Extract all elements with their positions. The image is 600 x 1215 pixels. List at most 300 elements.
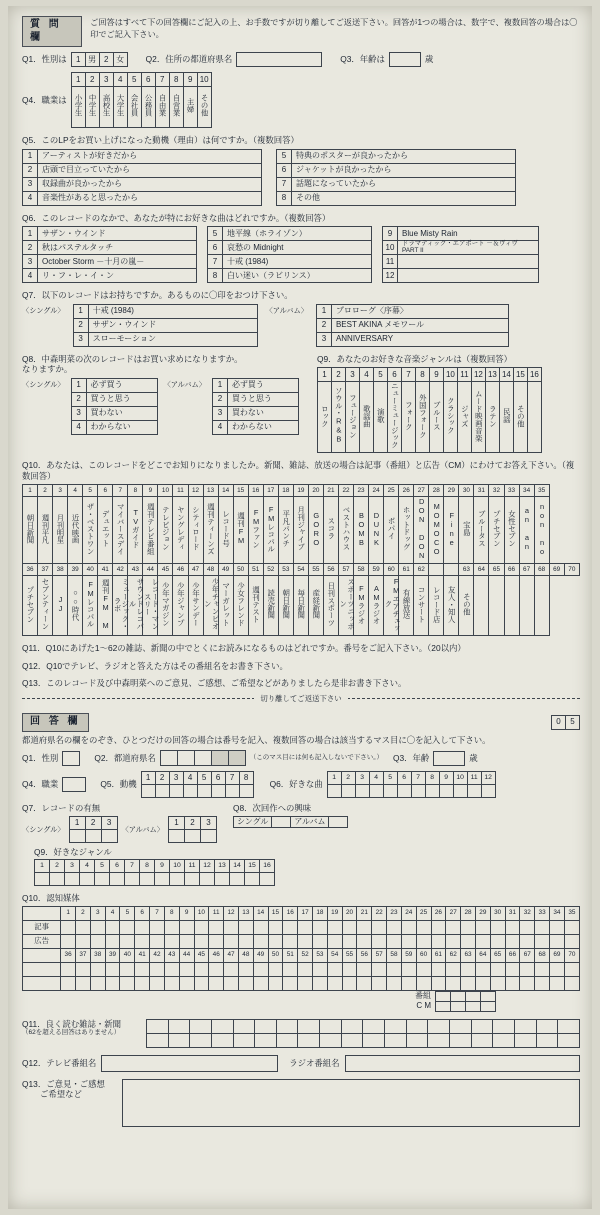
answer-q11-cell[interactable] <box>493 1019 515 1033</box>
answer-q10-num[interactable]: 69 <box>550 948 565 962</box>
q4-num[interactable]: 10 <box>197 73 211 87</box>
answer-q10-ad-cell[interactable] <box>446 976 461 990</box>
q10-media-num[interactable]: 12 <box>188 485 203 497</box>
q9-num[interactable]: 9 <box>429 368 443 382</box>
answer-q10-ad-cell[interactable] <box>150 976 165 990</box>
answer-q10-ad-cell[interactable] <box>357 934 372 948</box>
answer-q5-num[interactable]: 2 <box>155 772 169 785</box>
q10-media-num[interactable]: 33 <box>504 485 519 497</box>
answer-q11-cell[interactable] <box>320 1019 342 1033</box>
answer-q5-num[interactable]: 7 <box>225 772 239 785</box>
q7-opt-label[interactable]: ANNIVERSARY <box>331 332 508 346</box>
q10-media-num[interactable]: 65 <box>489 564 504 576</box>
answer-q10-ad-cell[interactable] <box>164 934 179 948</box>
answer-q11-cell[interactable] <box>168 1019 190 1033</box>
answer-q10-ad-cell[interactable] <box>283 934 298 948</box>
q10-media-item[interactable] <box>98 497 113 564</box>
answer-q10-ad-cell[interactable] <box>401 934 416 948</box>
answer-q6-num[interactable]: 7 <box>411 772 425 785</box>
q10-media-num[interactable]: 43 <box>128 564 143 576</box>
answer-q11-cell[interactable] <box>471 1019 493 1033</box>
q4-num[interactable]: 9 <box>183 73 197 87</box>
q10-media-item[interactable] <box>248 497 263 564</box>
answer-q10-cm-cell[interactable] <box>436 1001 451 1011</box>
answer-q10-cm-cell[interactable] <box>466 1001 481 1011</box>
answer-q10-article-cell[interactable] <box>224 962 239 976</box>
answer-q10-grid[interactable] <box>22 906 580 991</box>
answer-q10-cm-cell[interactable] <box>451 1001 466 1011</box>
answer-q10-article-cell[interactable] <box>164 920 179 934</box>
q10-media-item[interactable] <box>444 497 459 564</box>
answer-q10-num[interactable]: 55 <box>342 948 357 962</box>
answer-q11-cell[interactable] <box>255 1033 277 1047</box>
answer-q10-article-cell[interactable] <box>209 962 224 976</box>
answer-q12-tv-input[interactable] <box>101 1055 278 1072</box>
answer-q10-article-cell[interactable] <box>238 920 253 934</box>
q6-opt-label[interactable]: October Storm －十月の嵐－ <box>38 255 197 269</box>
q9-num[interactable]: 7 <box>401 368 415 382</box>
q6-opt-label[interactable]: サザン・ウインド <box>38 227 197 241</box>
answer-q11-cell[interactable] <box>276 1033 298 1047</box>
answer-q10-num[interactable]: 15 <box>268 906 283 920</box>
answer-q10-num[interactable]: 48 <box>238 948 253 962</box>
answer-q11-cell[interactable] <box>320 1033 342 1047</box>
q9-num[interactable]: 8 <box>415 368 429 382</box>
q10-media-num[interactable]: 60 <box>384 564 399 576</box>
answer-q10-num[interactable]: 52 <box>298 948 313 962</box>
answer-q10-num[interactable]: 35 <box>564 906 579 920</box>
q1-opt-num[interactable]: 2 <box>99 53 113 67</box>
answer-q10-ad-cell[interactable] <box>268 934 283 948</box>
answer-q10-num[interactable]: 20 <box>342 906 357 920</box>
answer-q10-num[interactable]: 32 <box>520 906 535 920</box>
q6-opt-label[interactable]: 地平線（ホライゾン） <box>223 227 372 241</box>
answer-q2-cell[interactable] <box>194 751 211 766</box>
answer-q10-article-cell[interactable] <box>505 962 520 976</box>
answer-q11-cell[interactable] <box>385 1019 407 1033</box>
q10-media-num[interactable]: 8 <box>128 485 143 497</box>
answer-q9-num[interactable]: 9 <box>155 860 170 873</box>
q10-media-num[interactable]: 3 <box>53 485 68 497</box>
answer-q11-grid[interactable] <box>146 1019 580 1048</box>
q5-opt-num[interactable]: 5 <box>277 149 292 163</box>
answer-q10-ad-cell[interactable] <box>164 976 179 990</box>
q9-num[interactable]: 4 <box>359 368 373 382</box>
answer-q10-num[interactable]: 44 <box>179 948 194 962</box>
q7-opt-label[interactable]: 十戒 (1984) <box>88 304 257 318</box>
q10-media-num[interactable]: 57 <box>338 564 353 576</box>
answer-q5-cell[interactable] <box>225 785 239 798</box>
answer-q10-ad-cell[interactable] <box>120 934 135 948</box>
answer-q10-ad-cell[interactable] <box>90 976 105 990</box>
q5-opt-label[interactable]: その他 <box>292 191 516 205</box>
answer-q10-num[interactable]: 43 <box>164 948 179 962</box>
answer-q9-cell[interactable] <box>140 873 155 886</box>
answer-q10-ad-cell[interactable] <box>535 934 550 948</box>
answer-q12-radio-input[interactable] <box>345 1055 580 1072</box>
answer-q11-cell[interactable] <box>233 1033 255 1047</box>
answer-q10-cm-cell[interactable] <box>481 1001 496 1011</box>
answer-q10-ad-cell[interactable] <box>372 934 387 948</box>
q6-opt-label[interactable]: 白い迷い（ラビリンス） <box>223 269 372 283</box>
q10-media-num[interactable]: 7 <box>113 485 128 497</box>
answer-q10-article-cell[interactable] <box>550 920 565 934</box>
answer-q10-article-cell[interactable] <box>431 920 446 934</box>
q10-media-item[interactable] <box>143 576 158 636</box>
answer-q9-num[interactable]: 3 <box>65 860 80 873</box>
q10-media-num[interactable]: 2 <box>38 485 53 497</box>
answer-q7-single-cell[interactable] <box>69 829 85 842</box>
q5-opt-num[interactable]: 6 <box>277 163 292 177</box>
answer-q1-input[interactable] <box>62 751 80 766</box>
q6-opt-num[interactable]: 12 <box>383 269 398 283</box>
q10-media-num[interactable]: 17 <box>263 485 278 497</box>
q7-opt-num[interactable]: 1 <box>316 304 331 318</box>
q10-media-num[interactable]: 32 <box>489 485 504 497</box>
answer-q10-article-cell[interactable] <box>90 962 105 976</box>
answer-q10-ad-cell[interactable] <box>313 934 328 948</box>
answer-q11-cell[interactable] <box>147 1019 169 1033</box>
answer-q10-num[interactable]: 9 <box>179 906 194 920</box>
answer-q9-num[interactable]: 2 <box>50 860 65 873</box>
answer-q6-cell[interactable] <box>481 785 495 798</box>
answer-q5-cell[interactable] <box>239 785 253 798</box>
q10-media-item[interactable] <box>38 497 53 564</box>
q10-media-item[interactable] <box>83 497 98 564</box>
answer-q7-album-cell[interactable] <box>184 829 200 842</box>
q9-num[interactable]: 13 <box>485 368 499 382</box>
answer-q11-cell[interactable] <box>276 1019 298 1033</box>
answer-q10-article-cell[interactable] <box>446 962 461 976</box>
answer-q10-num[interactable]: 68 <box>535 948 550 962</box>
q5-opt-num[interactable]: 3 <box>23 177 38 191</box>
answer-q7-single-grid[interactable] <box>69 816 118 843</box>
q7-opt-num[interactable]: 3 <box>316 332 331 346</box>
answer-q7-single-num[interactable]: 3 <box>101 816 117 829</box>
q4-num[interactable]: 5 <box>127 73 141 87</box>
answer-q11-cell[interactable] <box>536 1019 558 1033</box>
q8-opt-num[interactable]: 4 <box>71 420 86 434</box>
q10-media-item[interactable] <box>308 576 323 636</box>
answer-q6-num[interactable]: 10 <box>453 772 467 785</box>
answer-q10-num[interactable]: 59 <box>401 948 416 962</box>
answer-q10-ad-cell[interactable] <box>475 934 490 948</box>
q8-opt-label[interactable]: 買わない <box>227 406 298 420</box>
answer-q10-num[interactable]: 5 <box>120 906 135 920</box>
q10-media-item[interactable] <box>444 576 459 636</box>
answer-q9-cell[interactable] <box>260 873 275 886</box>
q4-table[interactable] <box>71 72 212 128</box>
q10-media-item[interactable] <box>233 576 248 636</box>
answer-q10-ad-cell[interactable] <box>135 976 150 990</box>
answer-q10-article-cell[interactable] <box>61 920 76 934</box>
q10-media-num[interactable]: 31 <box>474 485 489 497</box>
answer-q10-num[interactable]: 54 <box>327 948 342 962</box>
q6-col1[interactable] <box>22 226 197 283</box>
answer-q10-article-cell[interactable] <box>179 920 194 934</box>
answer-q11-cell[interactable] <box>298 1019 320 1033</box>
answer-q9-num[interactable]: 7 <box>125 860 140 873</box>
q10-media-item[interactable] <box>504 497 519 564</box>
q9-num[interactable]: 3 <box>345 368 359 382</box>
answer-q10-num[interactable]: 57 <box>372 948 387 962</box>
q10-media-num[interactable]: 41 <box>98 564 113 576</box>
answer-q10-article-cell[interactable] <box>209 920 224 934</box>
q10-media-num[interactable]: 20 <box>308 485 323 497</box>
answer-q5-cell[interactable] <box>141 785 155 798</box>
answer-q10-num[interactable]: 50 <box>268 948 283 962</box>
q8-opt-label[interactable]: わからない <box>227 420 298 434</box>
q10-media-num[interactable]: 42 <box>113 564 128 576</box>
q5-left-options[interactable] <box>22 149 262 206</box>
q10-media-item[interactable] <box>263 576 278 636</box>
answer-q11-cell[interactable] <box>449 1019 471 1033</box>
answer-q13-textarea[interactable] <box>122 1079 580 1127</box>
answer-q10-ad-cell[interactable] <box>105 934 120 948</box>
q10-media-num[interactable]: 56 <box>323 564 338 576</box>
answer-q5-num[interactable]: 3 <box>169 772 183 785</box>
answer-q9-cell[interactable] <box>230 873 245 886</box>
q10-media-num[interactable]: 40 <box>83 564 98 576</box>
answer-q10-article-cell[interactable] <box>431 962 446 976</box>
q8-opt-num[interactable]: 3 <box>71 406 86 420</box>
answer-q11-cell[interactable] <box>514 1033 536 1047</box>
q10-media-item[interactable] <box>143 497 158 564</box>
answer-q5-cell[interactable] <box>155 785 169 798</box>
q5-opt-label[interactable]: 店頭で目立っていたから <box>38 163 262 177</box>
answer-q10-article-cell[interactable] <box>90 920 105 934</box>
q8-single-options[interactable] <box>71 378 158 435</box>
q10-media-num[interactable]: 10 <box>158 485 173 497</box>
q1-options[interactable] <box>71 52 128 67</box>
answer-q10-ad-cell[interactable] <box>90 934 105 948</box>
q10-media-item[interactable] <box>263 497 278 564</box>
q7-opt-label[interactable]: BEST AKINA メモワール <box>331 318 508 332</box>
q10-media-num[interactable]: 48 <box>203 564 218 576</box>
q10-media-num[interactable]: 51 <box>248 564 263 576</box>
answer-q6-num[interactable]: 12 <box>481 772 495 785</box>
answer-q7-single-cell[interactable] <box>85 829 101 842</box>
q5-opt-num[interactable]: 8 <box>277 191 292 205</box>
q10-media-num[interactable]: 4 <box>68 485 83 497</box>
answer-q10-num[interactable]: 47 <box>224 948 239 962</box>
answer-q10-article-cell[interactable] <box>268 920 283 934</box>
q1-opt-male[interactable]: 男 <box>85 53 99 67</box>
answer-q10-num[interactable]: 58 <box>387 948 402 962</box>
q10-media-item[interactable] <box>233 497 248 564</box>
q10-media-num[interactable]: 62 <box>414 564 429 576</box>
q10-media-item[interactable] <box>519 576 534 636</box>
answer-q10-article-cell[interactable] <box>520 962 535 976</box>
q4-num[interactable]: 1 <box>71 73 85 87</box>
answer-q10-num[interactable]: 25 <box>416 906 431 920</box>
q10-media-item[interactable] <box>278 497 293 564</box>
q10-media-item[interactable] <box>323 576 338 636</box>
answer-q5-num[interactable]: 1 <box>141 772 155 785</box>
answer-q10-num[interactable]: 37 <box>76 948 91 962</box>
q10-media-num[interactable]: 66 <box>504 564 519 576</box>
answer-q10-num[interactable]: 7 <box>150 906 165 920</box>
answer-q10-article-cell[interactable] <box>401 920 416 934</box>
answer-q10-ad-cell[interactable] <box>150 934 165 948</box>
answer-q10-ad-cell[interactable] <box>461 934 476 948</box>
answer-q9-cell[interactable] <box>80 873 95 886</box>
answer-q6-cell[interactable] <box>327 785 341 798</box>
q10-media-item[interactable] <box>474 497 489 564</box>
q10-media-num[interactable]: 25 <box>384 485 399 497</box>
answer-q11-cell[interactable] <box>363 1033 385 1047</box>
answer-q10-ad-cell[interactable] <box>224 934 239 948</box>
q9-num[interactable]: 5 <box>373 368 387 382</box>
answer-q10-num[interactable]: 17 <box>298 906 313 920</box>
answer-q5-grid[interactable] <box>141 771 254 798</box>
answer-q10-num[interactable]: 40 <box>120 948 135 962</box>
q8-opt-num[interactable]: 1 <box>71 378 86 392</box>
answer-q10-ad-cell[interactable] <box>550 976 565 990</box>
answer-q2-inputs[interactable] <box>160 750 246 766</box>
q10-media-num[interactable]: 29 <box>444 485 459 497</box>
answer-q11-cell[interactable] <box>190 1019 212 1033</box>
answer-q10-ad-cell[interactable] <box>357 976 372 990</box>
answer-q10-num[interactable]: 36 <box>61 948 76 962</box>
answer-q10-num[interactable]: 42 <box>150 948 165 962</box>
q10-media-num[interactable]: 35 <box>534 485 549 497</box>
q10-media-item[interactable] <box>293 497 308 564</box>
answer-q5-num[interactable]: 6 <box>211 772 225 785</box>
answer-q10-num[interactable]: 22 <box>372 906 387 920</box>
answer-q10-ad-cell[interactable] <box>327 934 342 948</box>
answer-q10-article-cell[interactable] <box>372 920 387 934</box>
q8-album-options[interactable] <box>212 378 299 435</box>
q10-media-item[interactable] <box>248 576 263 636</box>
answer-q9-num[interactable]: 12 <box>200 860 215 873</box>
q7-single-options[interactable] <box>73 304 258 347</box>
q7-album-options[interactable] <box>316 304 509 347</box>
answer-q10-ad-cell[interactable] <box>253 934 268 948</box>
q10-media-num[interactable]: 27 <box>414 485 429 497</box>
answer-q10-num[interactable]: 65 <box>490 948 505 962</box>
answer-q6-num[interactable]: 4 <box>369 772 383 785</box>
q6-opt-label[interactable]: 十戒 (1984) <box>223 255 372 269</box>
answer-q10-article-cell[interactable] <box>550 962 565 976</box>
q10-media-num[interactable]: 15 <box>233 485 248 497</box>
answer-q11-cell[interactable] <box>385 1033 407 1047</box>
answer-q10-ad-cell[interactable] <box>520 976 535 990</box>
answer-q10-article-cell[interactable] <box>327 962 342 976</box>
answer-q9-cell[interactable] <box>95 873 110 886</box>
answer-q6-cell[interactable] <box>425 785 439 798</box>
answer-q11-cell[interactable] <box>298 1033 320 1047</box>
answer-q10-num[interactable]: 51 <box>283 948 298 962</box>
q6-opt-num[interactable]: 7 <box>208 255 223 269</box>
q6-opt-num[interactable]: 9 <box>383 227 398 241</box>
answer-q10-article-cell[interactable] <box>461 962 476 976</box>
answer-q11-cell[interactable] <box>255 1019 277 1033</box>
answer-q10-num[interactable]: 19 <box>327 906 342 920</box>
answer-q10-ad-cell[interactable] <box>179 976 194 990</box>
q8-opt-label[interactable]: 買うと思う <box>227 392 298 406</box>
q10-media-num[interactable]: 9 <box>143 485 158 497</box>
q10-media-num[interactable]: 52 <box>263 564 278 576</box>
answer-q10-article-cell[interactable] <box>357 920 372 934</box>
q6-opt-num[interactable]: 4 <box>23 269 38 283</box>
answer-q5-num[interactable]: 4 <box>183 772 197 785</box>
answer-q11-cell[interactable] <box>514 1019 536 1033</box>
q6-opt-label[interactable]: Blue Misty Rain <box>398 227 539 241</box>
q10-media-item[interactable] <box>338 576 356 636</box>
answer-q10-num[interactable]: 63 <box>461 948 476 962</box>
answer-q10-num[interactable]: 33 <box>535 906 550 920</box>
q10-media-num[interactable]: 11 <box>173 485 188 497</box>
q10-media-num[interactable]: 45 <box>158 564 173 576</box>
answer-q10-ad-cell[interactable] <box>313 976 328 990</box>
q10-media-num[interactable]: 39 <box>68 564 83 576</box>
answer-q11-cell[interactable] <box>428 1033 450 1047</box>
q1-opt-female[interactable]: 女 <box>113 53 127 67</box>
answer-q11-cell[interactable] <box>211 1033 233 1047</box>
answer-q10-num[interactable]: 6 <box>135 906 150 920</box>
q10-media-num[interactable]: 68 <box>534 564 549 576</box>
answer-q11-cell[interactable] <box>147 1033 169 1047</box>
q6-opt-label[interactable] <box>398 269 539 283</box>
answer-q10-article-cell[interactable] <box>475 962 490 976</box>
answer-q10-num[interactable]: 27 <box>446 906 461 920</box>
answer-q9-num[interactable]: 16 <box>260 860 275 873</box>
q10-media-item[interactable] <box>354 497 369 564</box>
answer-q10-num[interactable]: 21 <box>357 906 372 920</box>
answer-q10-num[interactable]: 13 <box>238 906 253 920</box>
answer-q10-num[interactable]: 61 <box>431 948 446 962</box>
answer-q10-article-cell[interactable] <box>313 920 328 934</box>
answer-q10-program-cell[interactable] <box>466 991 481 1001</box>
q10-media-num[interactable]: 69 <box>549 564 564 576</box>
answer-q10-num[interactable]: 49 <box>253 948 268 962</box>
answer-q10-article-cell[interactable] <box>179 962 194 976</box>
q10-media-item[interactable] <box>83 576 98 636</box>
answer-q10-article-cell[interactable] <box>238 962 253 976</box>
answer-q6-grid[interactable] <box>327 771 496 798</box>
answer-q10-article-cell[interactable] <box>357 962 372 976</box>
answer-q9-cell[interactable] <box>110 873 125 886</box>
q10-media-item[interactable] <box>414 576 429 636</box>
q10-media-num[interactable]: 16 <box>248 485 263 497</box>
answer-q11-cell[interactable] <box>233 1019 255 1033</box>
q8-opt-num[interactable]: 2 <box>71 392 86 406</box>
q7-opt-label[interactable]: スローモーション <box>88 332 257 346</box>
answer-q8-grid[interactable] <box>233 816 349 828</box>
q10-media-num[interactable]: 55 <box>308 564 323 576</box>
answer-q9-cell[interactable] <box>155 873 170 886</box>
answer-q6-num[interactable]: 2 <box>341 772 355 785</box>
q10-media-item[interactable] <box>23 497 38 564</box>
answer-q6-cell[interactable] <box>383 785 397 798</box>
answer-q10-article-cell[interactable] <box>535 962 550 976</box>
answer-q10-ad-cell[interactable] <box>535 976 550 990</box>
answer-q11-cell[interactable] <box>341 1033 363 1047</box>
answer-q10-num[interactable]: 64 <box>475 948 490 962</box>
answer-q9-grid[interactable] <box>34 859 275 886</box>
q10-media-num[interactable]: 30 <box>459 485 474 497</box>
answer-q10-article-cell[interactable] <box>387 962 402 976</box>
answer-q10-ad-cell[interactable] <box>179 934 194 948</box>
answer-q9-cell[interactable] <box>35 873 50 886</box>
answer-q6-num[interactable]: 3 <box>355 772 369 785</box>
answer-q10-num[interactable]: 16 <box>283 906 298 920</box>
q10-media-item[interactable] <box>399 497 414 564</box>
answer-q4-input[interactable] <box>62 777 86 792</box>
answer-q9-num[interactable]: 11 <box>185 860 200 873</box>
q2-input[interactable] <box>236 52 322 67</box>
